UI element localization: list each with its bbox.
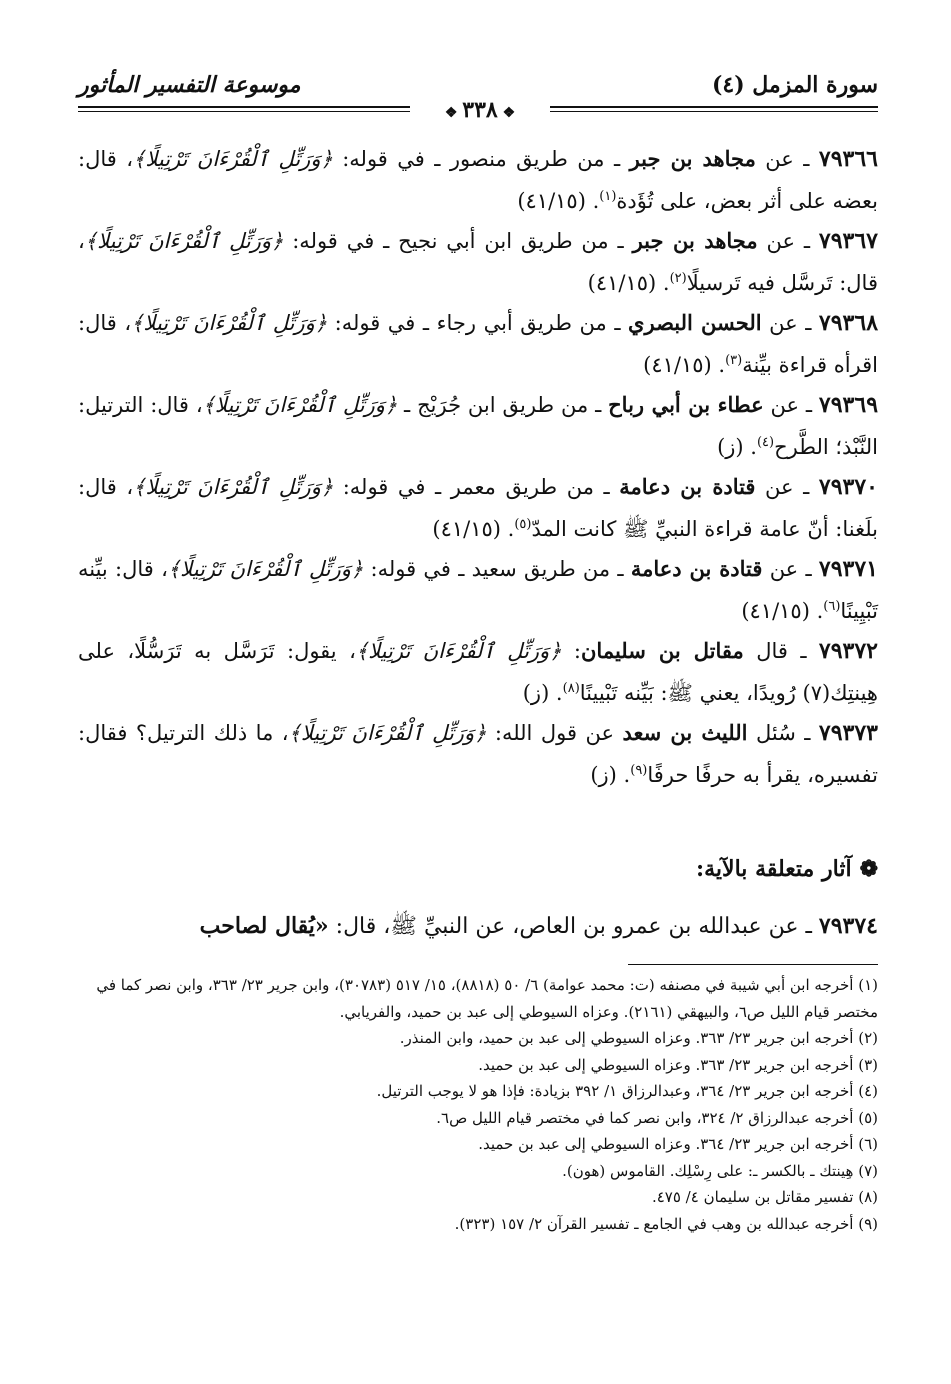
quran-quote: ﴿وَرَتِّلِ ٱلْقُرْءَانَ تَرْتِيلًا﴾ xyxy=(288,721,487,745)
entry-text: ـ من طريق ابن أبي نجيح ـ في قوله: xyxy=(283,229,633,253)
quran-quote: ﴿وَرَتِّلِ ٱلْقُرْءَانَ تَرْتِيلًا﴾ xyxy=(355,639,562,663)
entry-text: عن قول الله: xyxy=(486,721,623,745)
volume-reference: . (ز) xyxy=(590,763,631,787)
volume-reference: . (٤١/١٥) xyxy=(517,189,600,213)
volume-reference: . (٤١/١٥) xyxy=(643,353,726,377)
entry-text: ـ عن عبدالله بن عمرو بن العاص، عن النبيِّ ﷺ، قال: xyxy=(328,914,819,939)
entry-text: ، قال: تَرسَّل فيه تَرسيلًا xyxy=(78,229,878,295)
entry-text: ، قال: بلَغنا: أنّ عامة قراءة النبيِّ ﷺ كانت المدّ xyxy=(78,475,878,541)
entry-number: ٧٩٣٧٤ xyxy=(818,913,878,939)
footnote-marker: (٥) xyxy=(514,517,532,532)
entry-text: ، قال: الترتيل: النَّبْذ؛ الطَّرح xyxy=(78,393,878,459)
entry-text: : xyxy=(561,639,581,663)
footnote-marker: (٦) xyxy=(823,599,841,614)
entry-number: ٧٩٣٧١ xyxy=(818,556,878,582)
footnote-separator xyxy=(628,964,878,965)
footnote: (٣) أخرجه ابن جرير ٢٣/ ٣٦٣. وعزاه السيوطي إلى عبد بن حميد. xyxy=(478,1055,878,1074)
entry-text: ـ عن xyxy=(762,557,819,581)
main-text xyxy=(78,140,878,796)
entry-quote-start: «يُقال لصاحب xyxy=(199,913,329,939)
quran-quote: ﴿وَرَتِّلِ ٱلْقُرْءَانَ تَرْتِيلًا﴾ xyxy=(133,147,333,171)
footnote: (٨) تفسير مقاتل بن سليمان ٤/ ٤٧٥. xyxy=(651,1188,878,1206)
volume-reference: . (٤١/١٥) xyxy=(432,517,515,541)
entry-text: ـ عن xyxy=(755,475,819,499)
entry-text: ـ من طريق أبي رجاء ـ في قوله: xyxy=(327,311,629,335)
footnotes xyxy=(78,972,878,1237)
quran-quote: ﴿وَرَتِّلِ ٱلْقُرْءَانَ تَرْتِيلًا﴾ xyxy=(131,311,328,335)
narrator-name: مجاهد بن جبر xyxy=(629,146,756,171)
entry-text: ـ من طريق منصور ـ في قوله: xyxy=(332,147,630,171)
entry-text: ، قال: بعضه على أثر بعض، على تُؤَدة xyxy=(78,147,878,213)
narrator-name: الحسن البصري xyxy=(628,310,762,335)
entry-text: ـ عن xyxy=(761,311,819,335)
entry-number: ٧٩٣٦٩ xyxy=(818,392,879,418)
entry-text: ـ عن xyxy=(755,147,819,171)
volume-reference: . (٤١/١٥) xyxy=(741,599,824,623)
surah-title: سورة المزمل (٤) xyxy=(711,72,878,98)
footnote: (٤) أخرجه ابن جرير ٢٣/ ٣٦٤، وعبدالرزاق ١/ ٣٩٢ بزيادة: فإذا هو لا يوجب الترتيل. xyxy=(376,1082,878,1100)
hadith-entry xyxy=(78,468,878,548)
narrator-name: قتادة بن دعامة xyxy=(619,474,756,499)
entry-number: ٧٩٣٦٦ xyxy=(818,146,878,172)
quran-quote: ﴿وَرَتِّلِ ٱلْقُرْءَانَ تَرْتِيلًا﴾ xyxy=(167,557,364,581)
entry-text: ـ من طريق معمر ـ في قوله: xyxy=(333,475,620,499)
hadith-entry xyxy=(78,714,878,794)
entry-text: ، ما ذلك الترتيل؟ فقال: تفسيره، يقرأ به حرفًا حرفًا xyxy=(78,721,878,787)
footnote-marker: (٣) xyxy=(725,353,743,368)
quran-quote: ﴿وَرَتِّلِ ٱلْقُرْءَانَ تَرْتِيلًا﴾ xyxy=(84,229,284,253)
footnote-marker: (١) xyxy=(599,189,617,204)
page-number: ❖ ٣٣٨ ❖ xyxy=(410,95,550,125)
entry-number: ٧٩٣٦٨ xyxy=(818,310,879,336)
hadith-entry xyxy=(78,304,878,384)
footnote-marker: (٩) xyxy=(630,763,648,778)
footnote: (٩) أخرجه عبدالله بن وهب في الجامع ـ تفسير القرآن ٢/ ١٥٧ (٣٢٣). xyxy=(454,1214,878,1233)
flower-ornament-icon: ❁ xyxy=(859,856,878,882)
entry-text: ـ من طريق سعيد ـ في قوله: xyxy=(363,557,631,581)
footnote: (٧) هِينتك ـ بالكسر ـ: على رِسْلِك. القاموس (هون). xyxy=(562,1161,878,1180)
footnote-marker: (٨) xyxy=(562,681,580,696)
hadith-entry xyxy=(78,632,878,712)
volume-reference: . (ز) xyxy=(717,435,757,459)
volume-reference: . (٤١/١٥) xyxy=(587,271,670,295)
entry-number: ٧٩٣٧٠ xyxy=(818,474,878,500)
entry-number: ٧٩٣٧٢ xyxy=(818,638,878,664)
section-heading-text: آثار متعلقة بالآية: xyxy=(696,856,852,882)
ornament-icon: ❖ xyxy=(444,105,463,121)
entry-text: ، قال: بيِّنه تَبْيِينًا xyxy=(78,557,878,623)
entry-number: ٧٩٣٧٣ xyxy=(818,720,878,746)
narrator-name: مجاهد بن جبر xyxy=(632,228,758,253)
narrator-name: الليث بن سعد xyxy=(622,720,748,745)
entry-number: ٧٩٣٦٧ xyxy=(818,228,878,254)
footnote: (١) أخرجه ابن أبي شيبة في مصنفه (ت: محمد عوامة) ٦/ ٥٠ (٨٨١٨)، ١٥/ ٥١٧ (٣٠٧٨٣)، وابن جرير ٢٣/ ٣٦٣، وابن نصر كما في مختصر قيام الليل ص٦، والبيهقي (٢١٦١). وعزاه السيوطي إلى عبد بن حميد، والفريابي. xyxy=(96,976,878,1021)
footnote-marker: (٤) xyxy=(756,435,775,450)
entry-text: ـ من طريق ابن جُرَيْج ـ xyxy=(397,393,609,417)
narrator-name: مقاتل بن سليمان xyxy=(581,638,744,663)
footnote: (٢) أخرجه ابن جرير ٢٣/ ٣٦٣. وعزاه السيوطي إلى عبد بن حميد، وابن المنذر. xyxy=(399,1029,878,1047)
volume-reference: . (ز) xyxy=(522,681,563,705)
quran-quote: ﴿وَرَتِّلِ ٱلْقُرْءَانَ تَرْتِيلًا﴾ xyxy=(133,475,334,499)
hadith-entry xyxy=(78,386,878,466)
footnote-marker: (٢) xyxy=(669,271,687,286)
entry-text: ـ سُئل xyxy=(747,721,819,745)
hadith-entry xyxy=(78,550,878,630)
ornament-icon: ❖ xyxy=(497,105,516,121)
entry-text: ، قال: اقرأه قراءة بيِّنة xyxy=(78,311,878,377)
entry-text: ـ قال xyxy=(743,639,819,663)
footnote: (٥) أخرجه عبدالرزاق ٢/ ٣٢٤، وابن نصر كما في مختصر قيام الليل ص٦. xyxy=(436,1108,878,1127)
entry-text: ، يقول: تَرَسَّل به تَرَسُّلًا، على هِينتِك(٧) رُويدًا، يعني ﷺ: بَيِّنه تَبْيينًا xyxy=(78,639,878,705)
hadith-entry xyxy=(78,222,878,302)
narrator-name: قتادة بن دعامة xyxy=(630,556,763,581)
footnote: (٦) أخرجه ابن جرير ٢٣/ ٣٦٤. وعزاه السيوطي إلى عبد بن حميد. xyxy=(478,1135,878,1153)
entry-text: ـ عن xyxy=(763,393,819,417)
hadith-entry xyxy=(78,140,878,220)
entry-text: ـ عن xyxy=(757,229,819,253)
quran-quote: ﴿وَرَتِّلِ ٱلْقُرْءَانَ تَرْتِيلًا﴾ xyxy=(202,393,398,417)
entry-last xyxy=(78,908,878,945)
narrator-name: عطاء بن أبي رباح xyxy=(608,392,764,417)
section-heading xyxy=(78,856,878,882)
book-title: موسوعة التفسير المأثور xyxy=(78,72,301,98)
